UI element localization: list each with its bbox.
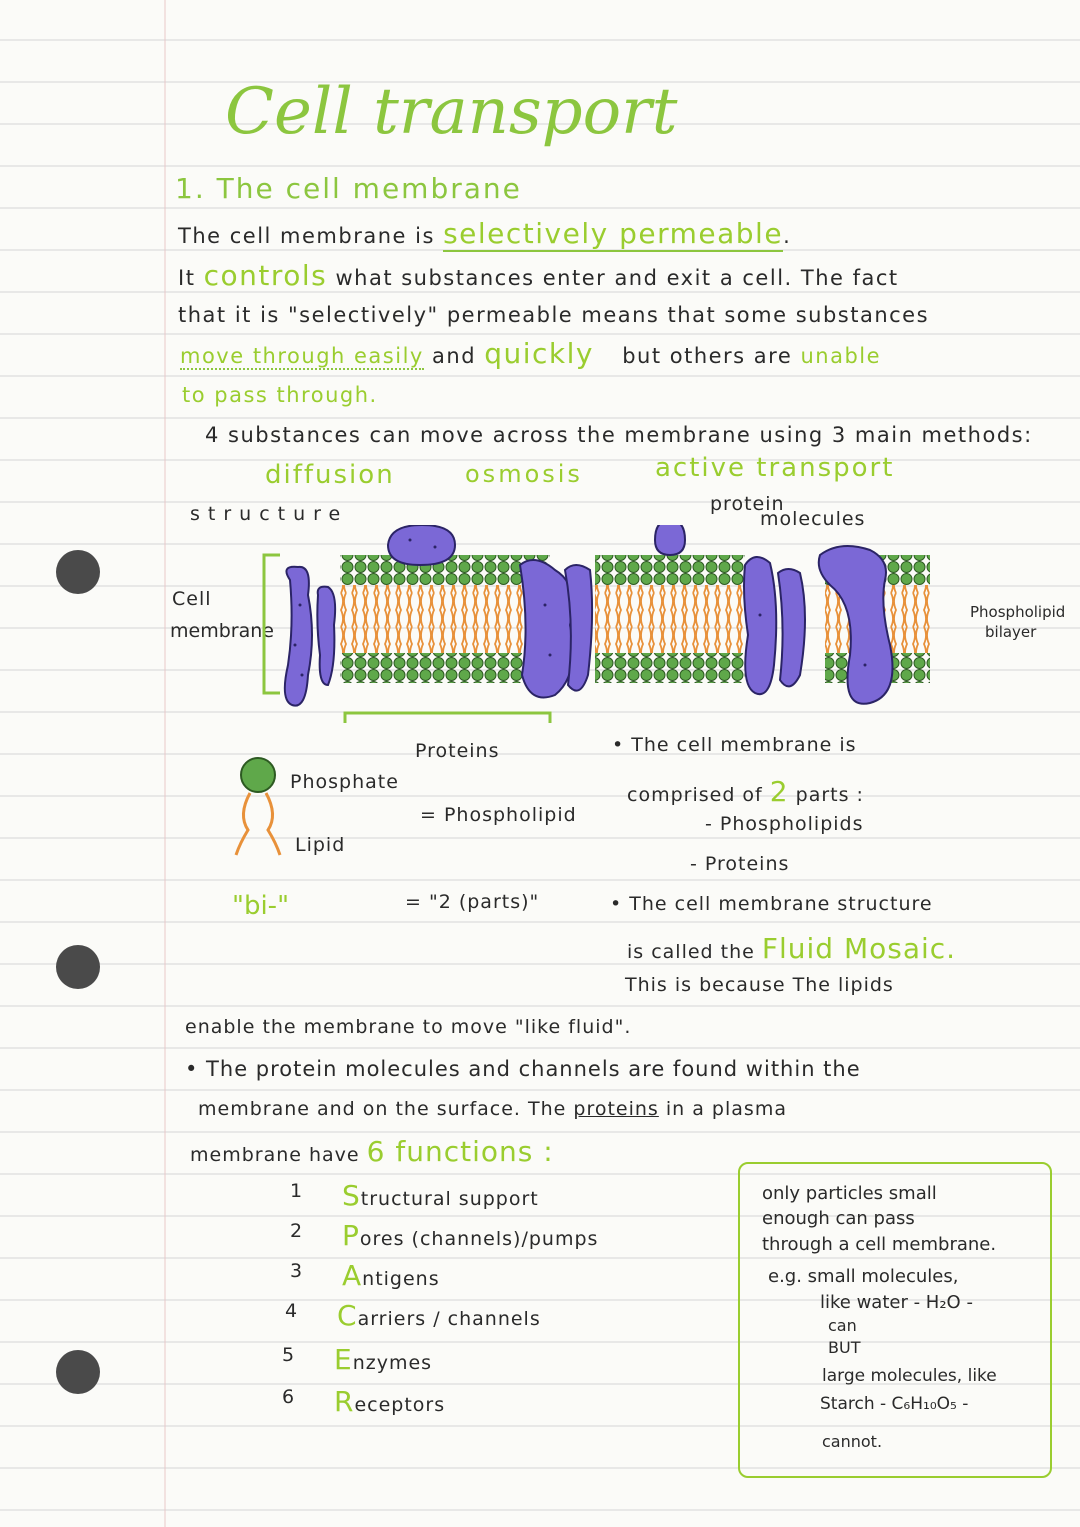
box-line: e.g. small molecules,	[768, 1266, 959, 1287]
note-line-3: - Phospholipids	[705, 813, 864, 835]
note-line-9: • The protein molecules and channels are found within the	[185, 1057, 861, 1081]
punch-hole	[56, 1350, 100, 1394]
box-line: enough can pass	[762, 1208, 915, 1229]
function-item: 1 Structural support	[290, 1179, 539, 1212]
cell-label: Cell	[172, 588, 212, 610]
note-line-4: - Proteins	[690, 853, 790, 875]
method-diffusion: diffusion	[265, 460, 395, 490]
box-line: BUT	[828, 1338, 861, 1357]
function-item: 2 Pores (channels)/pumps	[290, 1219, 599, 1252]
box-line: large molecules, like	[822, 1366, 997, 1386]
protein-label: protein	[710, 493, 785, 515]
note-line-11: membrane have 6 functions :	[190, 1135, 554, 1168]
legend-bi: "bi-"	[232, 891, 290, 921]
molecules-label: molecules	[760, 508, 866, 530]
note-line-7: This is because The lipids	[625, 974, 894, 996]
membrane-label: membrane	[170, 620, 274, 642]
page-title: Cell transport	[225, 75, 678, 149]
punch-hole	[56, 550, 100, 594]
proteins-label: Proteins	[415, 740, 500, 762]
phospholipid-label: Phospholipid	[970, 603, 1066, 621]
function-item: 3 Antigens	[290, 1259, 440, 1292]
legend-phosphate: Phosphate	[290, 771, 399, 793]
methods-intro: 4 substances can move across the membrane using 3 main methods:	[205, 423, 1033, 447]
note-line-8: enable the membrane to move "like fluid".	[185, 1016, 632, 1038]
intro-line-4: move through easily and quickly but others are unable	[180, 337, 882, 370]
function-item: 5 Enzymes	[282, 1343, 433, 1376]
legend-eq-phospholipid: = Phospholipid	[420, 804, 577, 826]
box-line: can	[828, 1316, 857, 1335]
punch-hole	[56, 945, 100, 989]
legend-lipid: Lipid	[295, 834, 346, 856]
function-item: 4 Carriers / channels	[285, 1299, 541, 1332]
legend-eq-parts: = "2 (parts)"	[405, 891, 540, 913]
method-osmosis: osmosis	[465, 460, 583, 488]
box-line: only particles small	[762, 1183, 937, 1204]
intro-line-5: to pass through.	[182, 383, 378, 407]
note-line-2: comprised of 2 parts :	[627, 775, 864, 808]
box-line: like water - H₂O -	[820, 1292, 973, 1313]
intro-line-2: It controls what substances enter and exit a cell. The fact	[178, 259, 899, 292]
box-line: Starch - C₆H₁₀O₅ -	[820, 1394, 969, 1414]
intro-line-3: that it is "selectively" permeable means that some substances	[178, 303, 930, 327]
section-heading: 1. The cell membrane	[175, 172, 522, 205]
note-line-6: is called the Fluid Mosaic.	[627, 932, 957, 965]
bilayer-label: bilayer	[985, 623, 1037, 641]
method-active-transport: active transport	[655, 453, 895, 483]
membrane-diagram	[250, 525, 970, 755]
box-line: through a cell membrane.	[762, 1234, 997, 1255]
note-line-1: • The cell membrane is	[612, 734, 857, 756]
phospholipid-icon	[228, 755, 288, 865]
box-line: cannot.	[822, 1432, 883, 1451]
intro-line-1: The cell membrane is selectively permeable.	[178, 217, 792, 250]
function-item: 6 Receptors	[282, 1385, 446, 1418]
note-line-5: • The cell membrane structure	[610, 893, 933, 915]
structure-label: structure	[190, 503, 349, 525]
note-line-10: membrane and on the surface. The proteins in a plasma	[198, 1098, 787, 1120]
